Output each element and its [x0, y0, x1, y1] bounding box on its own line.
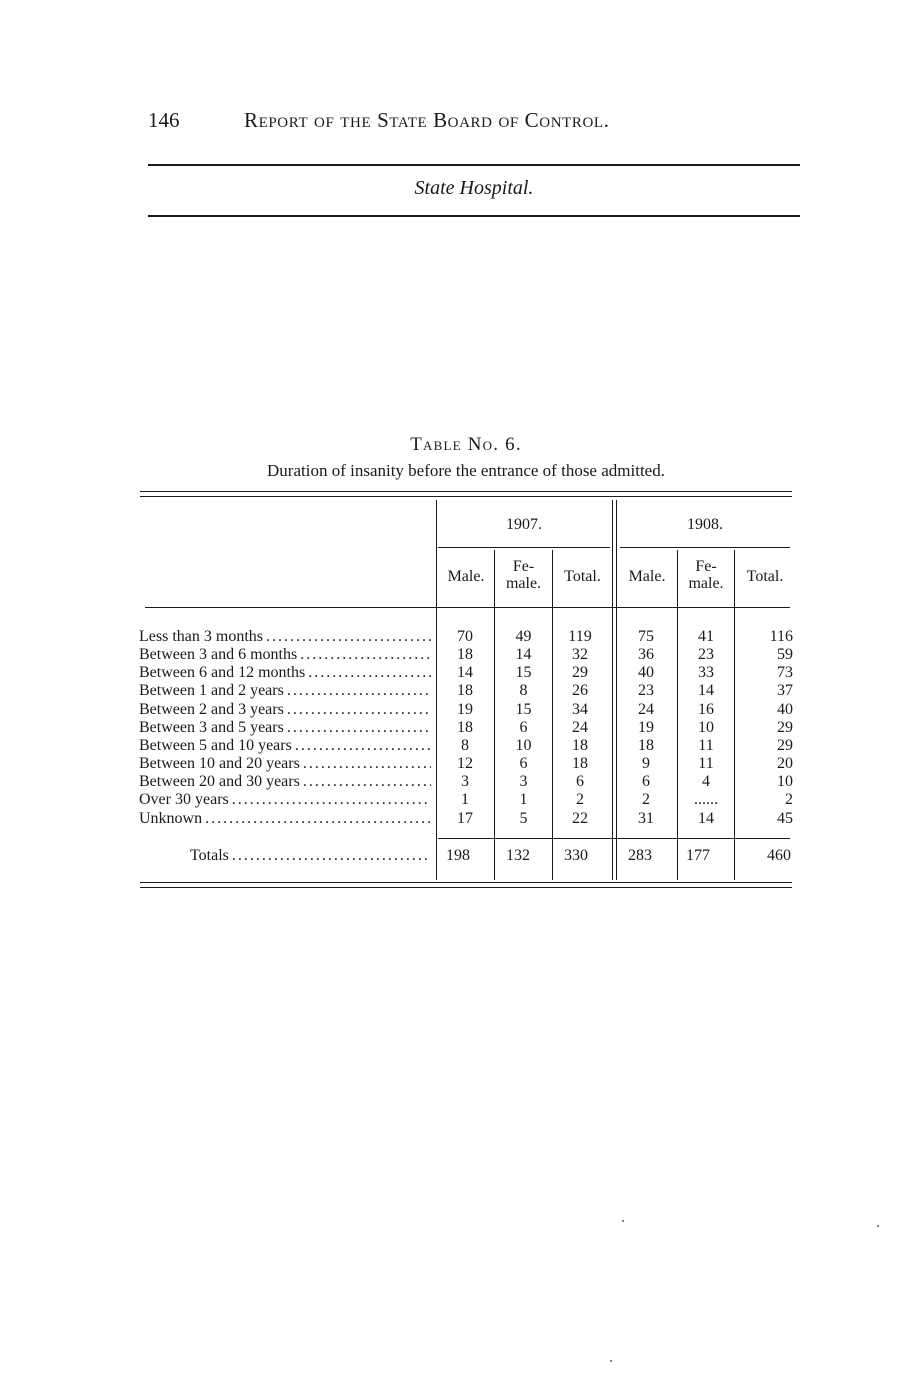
row-label: Over 30 years . . .: [139, 791, 431, 809]
cell: 9: [642, 755, 650, 772]
cell: 4: [702, 773, 710, 790]
cell: 1: [461, 791, 469, 808]
cell: 41: [698, 628, 714, 645]
col-rule-year-divider-a: [612, 500, 613, 880]
cell: 3: [519, 773, 528, 790]
cell: 22: [572, 810, 588, 827]
totals-label: Totals . . .: [190, 847, 431, 865]
cell: 6: [519, 719, 528, 736]
total-cell: 177: [686, 847, 710, 864]
cell: 29: [572, 664, 588, 681]
header-rule-bottom: [148, 215, 800, 217]
cell: 24: [638, 701, 654, 718]
cell: 12: [457, 755, 473, 772]
cell: 29: [777, 719, 793, 736]
col-1907-total: Total.: [564, 568, 601, 585]
cell: 16: [698, 701, 714, 718]
table-bottom-double-rule: [140, 882, 792, 888]
cell: 11: [698, 755, 714, 772]
row-label: Between 5 and 10 years . . .: [139, 737, 431, 755]
header-rule-top: [148, 164, 800, 166]
year-underline-1908: [620, 547, 790, 548]
cell: 2: [642, 791, 650, 808]
cell: ......: [694, 791, 718, 808]
cell: 37: [777, 682, 793, 699]
total-cell: 283: [628, 847, 652, 864]
cell: 18: [572, 755, 588, 772]
table-caption: Duration of insanity before the entrance of those admitted.: [267, 461, 665, 480]
total-cell: 132: [506, 847, 530, 864]
cell: 119: [568, 628, 592, 645]
col-1907-male: Male.: [447, 568, 485, 585]
year-underline-1907: [438, 547, 610, 548]
cell: 14: [698, 810, 714, 827]
cell: 14: [515, 646, 532, 663]
cell: 75: [638, 628, 654, 645]
cell: 19: [457, 701, 473, 718]
cell: 36: [638, 646, 654, 663]
cell: 10: [698, 719, 714, 736]
cell: 29: [777, 737, 793, 754]
cell: 15: [515, 701, 532, 718]
header-bottom-rule: [145, 607, 790, 608]
cell: 32: [572, 646, 588, 663]
cell: 116: [769, 628, 793, 645]
row-label: Between 1 and 2 years . . .: [139, 682, 431, 700]
page-number: 146: [148, 108, 180, 132]
cell: 70: [457, 628, 473, 645]
cell: 11: [698, 737, 714, 754]
col-1908-female: [678, 558, 734, 592]
row-label: Between 3 and 5 years . . .: [139, 719, 431, 737]
cell: 18: [572, 737, 588, 754]
cell: 40: [777, 701, 793, 718]
year-1908-heading: 1908.: [687, 516, 723, 533]
cell: 20: [777, 755, 793, 772]
cell: 17: [457, 810, 473, 827]
cell: 31: [638, 810, 654, 827]
totals-rule: [438, 838, 790, 839]
cell: 33: [698, 664, 714, 681]
cell: 34: [572, 701, 588, 718]
cell: 6: [519, 755, 528, 772]
table-title: Table No. 6.: [410, 434, 522, 455]
scan-speck: [877, 1225, 879, 1227]
cell: 26: [572, 682, 588, 699]
cell: 45: [777, 810, 793, 827]
total-cell: 460: [767, 847, 791, 864]
cell: 5: [519, 810, 528, 827]
cell: 15: [515, 664, 532, 681]
row-label: Between 20 and 30 years . . .: [139, 773, 431, 791]
col-1908-male: Male.: [628, 568, 666, 585]
row-label: Between 10 and 20 years . . .: [139, 755, 431, 773]
cell: 49: [515, 628, 532, 645]
cell: 73: [777, 664, 793, 681]
cell: 14: [698, 682, 714, 699]
total-cell: 198: [446, 847, 470, 864]
row-label: Unknown . . .: [139, 810, 431, 828]
cell: 59: [777, 646, 793, 663]
table-top-double-rule: [140, 491, 792, 497]
cell: 3: [461, 773, 469, 790]
cell: 19: [638, 719, 654, 736]
col-female-line1: Fe-: [695, 558, 717, 575]
running-head: [148, 108, 800, 138]
cell: 40: [638, 664, 654, 681]
col-female-line1: Fe-: [512, 558, 535, 575]
scan-speck: [610, 1360, 612, 1362]
cell: 18: [457, 719, 473, 736]
cell: 10: [777, 773, 793, 790]
running-title: Report of the State Board of Control.: [244, 108, 610, 132]
col-rule-stub: [436, 500, 437, 880]
cell: 1: [519, 791, 528, 808]
row-label: Between 6 and 12 months . . .: [139, 664, 431, 682]
cell: 18: [638, 737, 654, 754]
cell: 10: [515, 737, 532, 754]
cell: 18: [457, 682, 473, 699]
col-female-line2: male.: [505, 575, 542, 592]
cell: 8: [461, 737, 469, 754]
row-label: Less than 3 months . . .: [139, 628, 431, 646]
cell: 2: [785, 791, 793, 808]
year-1907-heading: 1907.: [506, 516, 542, 533]
cell: 23: [638, 682, 654, 699]
cell: 23: [698, 646, 714, 663]
row-label: Between 2 and 3 years . . .: [139, 701, 431, 719]
cell: 18: [457, 646, 473, 663]
cell: 24: [572, 719, 588, 736]
cell: 14: [457, 664, 473, 681]
total-cell: 330: [564, 847, 588, 864]
cell: 8: [519, 682, 528, 699]
cell: 2: [576, 791, 584, 808]
cell: 6: [576, 773, 584, 790]
row-label: Between 3 and 6 months . . .: [139, 646, 431, 664]
col-female-line2: male.: [688, 575, 724, 592]
scan-speck: [622, 1220, 624, 1222]
section-title: State Hospital.: [414, 177, 534, 199]
col-1907-female: [495, 558, 552, 592]
cell: 6: [642, 773, 650, 790]
col-1908-total: Total.: [746, 568, 784, 585]
